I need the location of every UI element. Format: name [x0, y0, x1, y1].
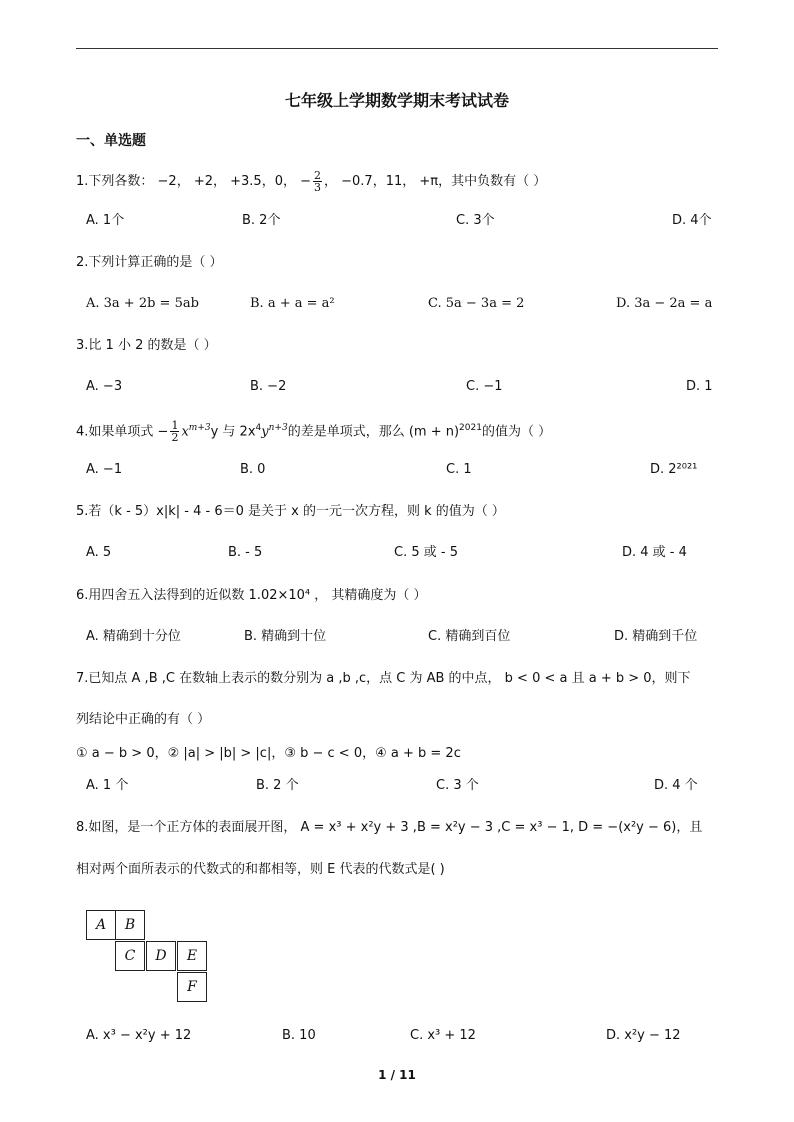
section-heading: 一、单选题 [76, 133, 146, 149]
q4-option-a[interactable]: A. −1 [86, 462, 123, 477]
q1-frac-denominator: 3 [314, 181, 321, 194]
question-5-stem: 5.若（k - 5）x|k| - 4 - 6＝0 是关于 x 的一元一次方程，则 k 的值为（ ） [76, 504, 505, 519]
q4-fraction [170, 420, 179, 443]
q4-exp-2: 4 [255, 423, 262, 433]
q7-option-c[interactable]: C. 3 个 [436, 778, 479, 793]
question-1-stem [76, 170, 726, 193]
q1-option-a[interactable]: A. 1个 [86, 213, 125, 228]
net-face-e: E [177, 941, 207, 971]
q7-option-b[interactable]: B. 2 个 [256, 778, 299, 793]
q4-stem-part-e: 的差是单项式，那么 (m + n) [287, 424, 460, 440]
q4-option-c[interactable]: C. 1 [446, 462, 472, 477]
q4-var-x: x [181, 424, 189, 440]
q1-stem-part-a: 1.下列各数： −2， +2， +3.5，0， − [76, 174, 311, 189]
q4-frac-denominator: 2 [171, 431, 179, 445]
q3-option-b[interactable]: B. −2 [250, 379, 287, 394]
net-face-d: D [146, 941, 176, 971]
q4-var-y: y [261, 424, 269, 440]
q3-option-c[interactable]: C. −1 [466, 379, 503, 394]
q1-option-c[interactable]: C. 3个 [456, 213, 495, 228]
page-title: 七年级上学期数学期末考试试卷 [284, 91, 509, 110]
q8-option-b[interactable]: B. 10 [282, 1028, 316, 1043]
q2-option-b[interactable]: B. a + a = a² [250, 296, 335, 311]
q6-option-c[interactable]: C. 精确到百位 [428, 629, 511, 644]
question-7-stem-line-1: 7.已知点 A ,B ,C 在数轴上表示的数分别为 a ,b ,c，点 C 为 AB 的中点， b < 0 < a 且 a + b > 0，则下 [76, 671, 691, 686]
net-face-c: C [115, 941, 145, 971]
question-4-stem [76, 418, 726, 443]
q1-frac-numerator: 2 [314, 169, 321, 182]
question-8-stem-line-2: 相对两个面所表示的代数式的和都相等，则 E 代表的代数式是( ) [76, 862, 445, 877]
q6-option-b[interactable]: B. 精确到十位 [244, 629, 327, 644]
net-face-f: F [177, 972, 207, 1002]
question-8-stem-line-1: 8.如图，是一个正方体的表面展开图， A = x³ + x²y + 3 ,B = x²y − 3 ,C = x³ − 1, D = −(x²y − 6)，且 [76, 820, 703, 835]
q3-option-a[interactable]: A. −3 [86, 379, 123, 394]
q3-option-d[interactable]: D. 1 [686, 379, 713, 394]
q4-stem-part-f: 的值为（ ） [481, 424, 552, 440]
q2-option-a[interactable]: A. 3a + 2b = 5ab [86, 296, 199, 311]
q2-option-d[interactable]: D. 3a − 2a = a [616, 296, 713, 311]
q1-stem-part-b: ， −0.7，11， +π，其中负数有（ ） [324, 174, 547, 189]
q2-option-c[interactable]: C. 5a − 3a = 2 [428, 296, 525, 311]
q4-exp-4: 2021 [459, 423, 482, 433]
q5-option-c[interactable]: C. 5 或 - 5 [394, 545, 458, 560]
q1-fraction [313, 170, 322, 193]
net-face-a: A [86, 910, 116, 940]
q4-exp-3: n+3 [268, 423, 288, 433]
q4-stem-part-c: y 与 2x [210, 424, 256, 440]
header-rule [76, 48, 718, 49]
question-3-stem: 3.比 1 小 2 的数是（ ） [76, 338, 217, 353]
q4-option-b[interactable]: B. 0 [240, 462, 266, 477]
question-2-stem: 2.下列计算正确的是（ ） [76, 255, 223, 270]
q4-option-d[interactable]: D. 2²⁰²¹ [650, 462, 698, 477]
question-7-stem-line-2: 列结论中正确的有（ ） [76, 712, 211, 727]
q5-option-a[interactable]: A. 5 [86, 545, 112, 560]
question-7-statements: ① a − b > 0，② |a| > |b| > |c|，③ b − c < 0，④ a + b = 2c [76, 746, 461, 761]
q8-option-c[interactable]: C. x³ + 12 [410, 1028, 476, 1043]
q7-option-d[interactable]: D. 4 个 [654, 778, 698, 793]
q1-option-b[interactable]: B. 2个 [242, 213, 281, 228]
q5-option-b[interactable]: B. - 5 [228, 545, 263, 560]
net-face-b: B [115, 910, 145, 940]
q6-option-d[interactable]: D. 精确到千位 [614, 629, 698, 644]
q4-exp-1: m+3 [188, 423, 211, 433]
page-number: 1 / 11 [378, 1068, 416, 1082]
q7-option-a[interactable]: A. 1 个 [86, 778, 129, 793]
q5-option-d[interactable]: D. 4 或 - 4 [622, 545, 687, 560]
q4-stem-part-a: 4.如果单项式 − [76, 424, 169, 440]
q6-option-a[interactable]: A. 精确到十分位 [86, 629, 181, 644]
q4-frac-numerator: 1 [171, 419, 179, 433]
q8-option-a[interactable]: A. x³ − x²y + 12 [86, 1028, 192, 1043]
q1-option-d[interactable]: D. 4个 [672, 213, 712, 228]
question-6-stem: 6.用四舍五入法得到的近似数 1.02×10⁴ ， 其精确度为（ ） [76, 588, 427, 603]
q8-option-d[interactable]: D. x²y − 12 [606, 1028, 681, 1043]
